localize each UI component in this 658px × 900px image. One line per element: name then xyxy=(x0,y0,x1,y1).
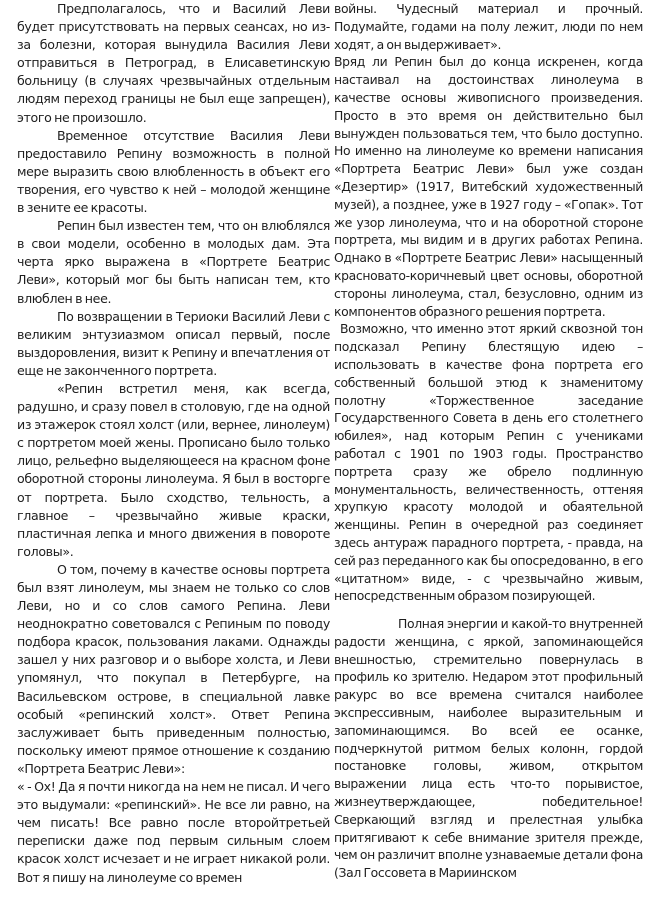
paragraph: О том, почему в качестве основы портрета был взят линолеум, мы знаем не только со слов Леви, но и со слов самого Репина. Леви неоднократно советовался с Репиным по поводу подбора красок, пользования лаками. Однажды зашел у них разговор и о выборе холста, и Леви упомянул, что покупал в Петербурге, на Васильевском острове, в специальной лавке особый «репинский холст». Ответ Репина заслуживает быть приведенным полностью, поскольку имеют прямое отношение к созданию «Портрета Беатрис Леви»: xyxy=(17,561,330,776)
paragraph: Вряд ли Репин был до конца искренен, когда настаивал на достоинствах линолеума в качестве основы живописного произведения. Просто в это время он действительно был вынужден пользоваться тем, что было доступно. Но именно на линолеуме ко времени написания «Портрета Беатрис Леви» был уже создан «Дезертир» (1917, Витебский художественный музей), а позднее, уже в 1927 году – «Гопак». Тот же узор линолеума, что и на оборотной стороне портрета, мы видим и в других работах Репина. Однако в «Портрете Беатрис Леви» насыщенный красновато-коричневый цвет основы, оборотной стороны линолеума, стал, безусловно, одним из компонентов образного решения портрета. xyxy=(334,54,643,319)
paragraph: По возвращении в Териоки Василий Леви с великим энтузиазмом описал первый, после выздоровления, визит к Репину и впечатления от еще не законченного портрета. xyxy=(17,308,330,378)
quote-paragraph: «Репин встретил меня, как всегда, радушно, и сразу повел в столовую, где на одной из этажерок стоял холст (или, вернее, линолеум) с портретом моей жены. Прописано было только лицо, рельефно выделяющееся на красном фоне оборотной стороны линолеума. Я был в восторге от портрета. Было сходство, тельность, а главное – чрезвычайно живые краски, пластичная лепка и много движения в повороте головы». xyxy=(17,380,330,559)
paragraph: Временное отсутствие Василия Леви предоставило Репину возможность в полной мере выразить свою влюбленность в объект его творения, его чувство к ней – молодой женщине в зените ее красоты. xyxy=(17,127,330,216)
quote-paragraph: « - Ох! Да я почти никогда на нем не писал. И чего это выдумали: «репинский». Не все ли равно, на чем писать! Все равно после второйтретьей переписки даже под первым сильным слоем красок холст исчезает и не играет никакой роли. Вот я пишу на линолеуме со времен xyxy=(17,779,330,885)
paragraph: войны. Чудесный материал и прочный. Подумайте, годами на полу лежит, люди по нем ходят, а он выдерживает». xyxy=(334,1,643,52)
paragraph: Предполагалось, что и Василий Леви будет присутствовать на первых сеансах, но из-за болезни, которая вынудила Василия Леви отправиться в Петроград, в Елисаветинскую больницу (в случаях чрезвычайных отдельным людям переход границы не был еще запрещен), этого не произошло. xyxy=(17,1,330,125)
left-column xyxy=(17,0,330,887)
paragraph: Полная энергии и какой-то внутренней радости женщина, с яркой, запоминающейся внешностью, стремительно повернулась в профиль ко зрителю. Недаром этот профильный ракурс во все времена считался наиболее экспрессивным, наиболее выразительным и запоминающимся. Во всей ее осанке, подчеркнутой ритмом белых колонн, гордой постановке головы, живом, открытом выражении лица есть что-то порывистое, жизнеутверждающее, победительное! Сверкающий взгляд и прелестная улыбка притягивают к себе внимание зрителя прежде, чем он различит вполне узнаваемые детали фона (Зал Госсовета в Мариинском xyxy=(334,616,643,881)
paragraph: Репин был известен тем, что он влюблялся в свои модели, особенно в молодых дам. Эта черта ярко выражена в «Портрете Беатрис Леви», который мог бы быть написан тем, кто влюблен в нее. xyxy=(17,218,330,306)
right-column xyxy=(334,0,643,882)
paragraph: Возможно, что именно этот яркий сквозной тон подсказал Репину блестящую идею – использовать в качестве фона портрета его собственный большой этюд к знаменитому полотну «Торжественное заседание Государственного Совета в день его столетнего юбилея», над которым Репин с учениками работал с 1901 по 1903 годы. Пространство портрета сразу же обрело подлинную монументальность, величественность, оттеняя хрупкую красоту молодой и обаятельной женщины. Репин в очередной раз соединяет здесь антураж парадного портрета, - правда, на сей раз переданного как бы опосредованно, в его «цитатном» виде, - с чрезвычайно живым, непосредственным образом позирующей. xyxy=(334,321,643,604)
